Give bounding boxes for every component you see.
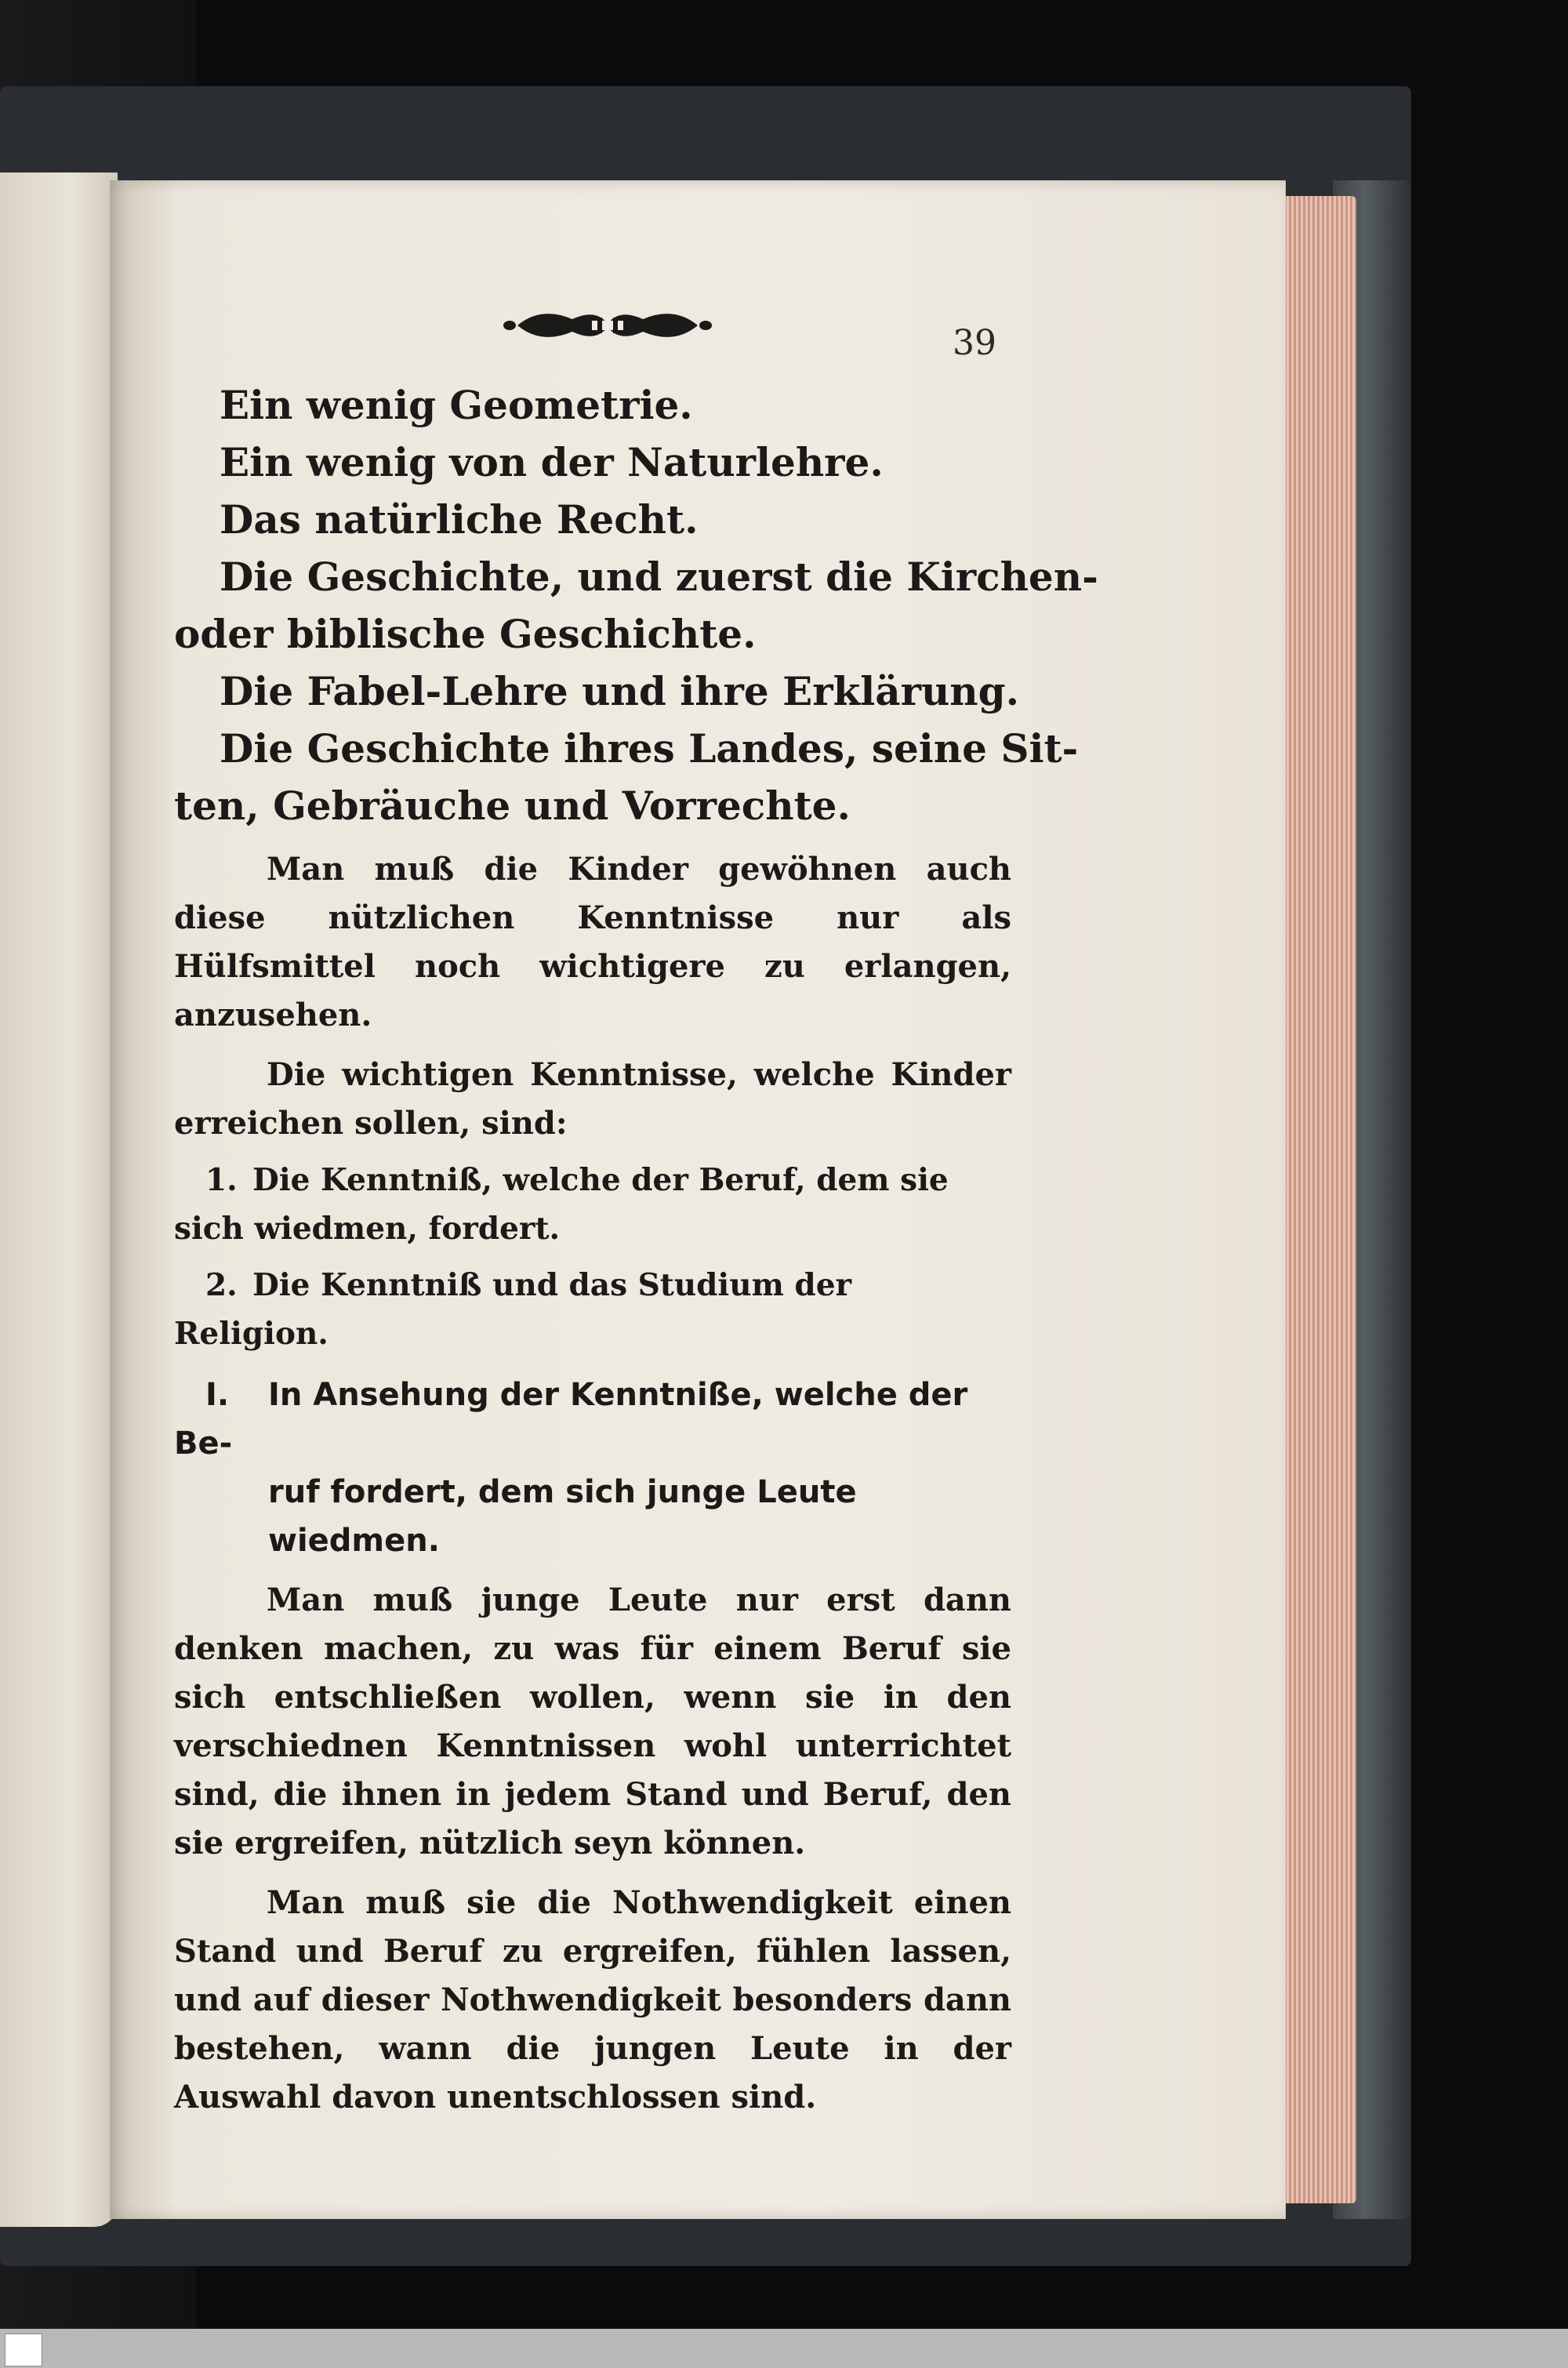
paragraph: Man muß sie die Nothwendigkeit einen Stand und Beruf zu ergreifen, fühlen lassen, und auf dieser Nothwendigkeit besonders dann bestehen, wann die jungen Leute in der Auswahl davon unentschlossen sind. [174, 1884, 1011, 2116]
list-item-number: 2. [205, 1267, 238, 1303]
text-line: Die Geschichte ihres Landes, seine Sit- [220, 725, 1079, 772]
text-line: oder biblische Geschichte. [174, 611, 757, 657]
viewer-footer-bar [0, 2329, 1568, 2368]
text-line: Die Geschichte, und zuerst die Kirchen- [220, 554, 1098, 600]
left-page-edge [0, 173, 118, 2227]
paragraph: Man muß die Kinder gewöhnen auch diese nützlichen Kenntnisse nur als Hülfsmittel noch wichtigere zu erlangen, anzusehen. [174, 851, 1011, 1033]
list-item [174, 1156, 1011, 1253]
list-item-text: Die Kenntniß, welche der Beruf, dem sie sich wiedmen, fordert. [174, 1162, 949, 1247]
text-line: Das natürliche Recht. [220, 496, 699, 543]
section-number: I. [205, 1377, 230, 1413]
paragraph: Die wichtigen Kenntnisse, welche Kinder erreichen sollen, sind: [174, 1056, 1011, 1142]
text-line: Die Fabel-Lehre und ihre Erklärung. [220, 668, 1020, 714]
page-number: 39 [953, 323, 996, 363]
paragraph: Man muß junge Leute nur erst dann denken machen, zu was für einem Beruf sie sich entschließen wollen, wenn sie in den verschiednen Kenntnissen wohl unterrichtet sind, die ihnen in jedem Stand und Beruf, den sie ergreifen, nützlich seyn können. [174, 1582, 1011, 1861]
page-text [174, 306, 1098, 2122]
text-line: Ein wenig Geometrie. [220, 382, 693, 428]
library-logo-icon [5, 2333, 42, 2366]
section-heading-line: ruf fordert, dem sich junge Leute wiedmen. [268, 1474, 857, 1559]
text-line: Ein wenig von der Naturlehre. [220, 439, 884, 485]
list-item [174, 1261, 1011, 1358]
section-heading [174, 1371, 1011, 1565]
list-item-number: 1. [205, 1162, 238, 1198]
text-line: ten, Gebräuche und Vorrechte. [174, 783, 851, 829]
list-item-text: Die Kenntniß und das Studium der Religion. [174, 1267, 852, 1352]
section-heading-line: In Ansehung der Kenntniße, welche der Be- [174, 1377, 968, 1462]
